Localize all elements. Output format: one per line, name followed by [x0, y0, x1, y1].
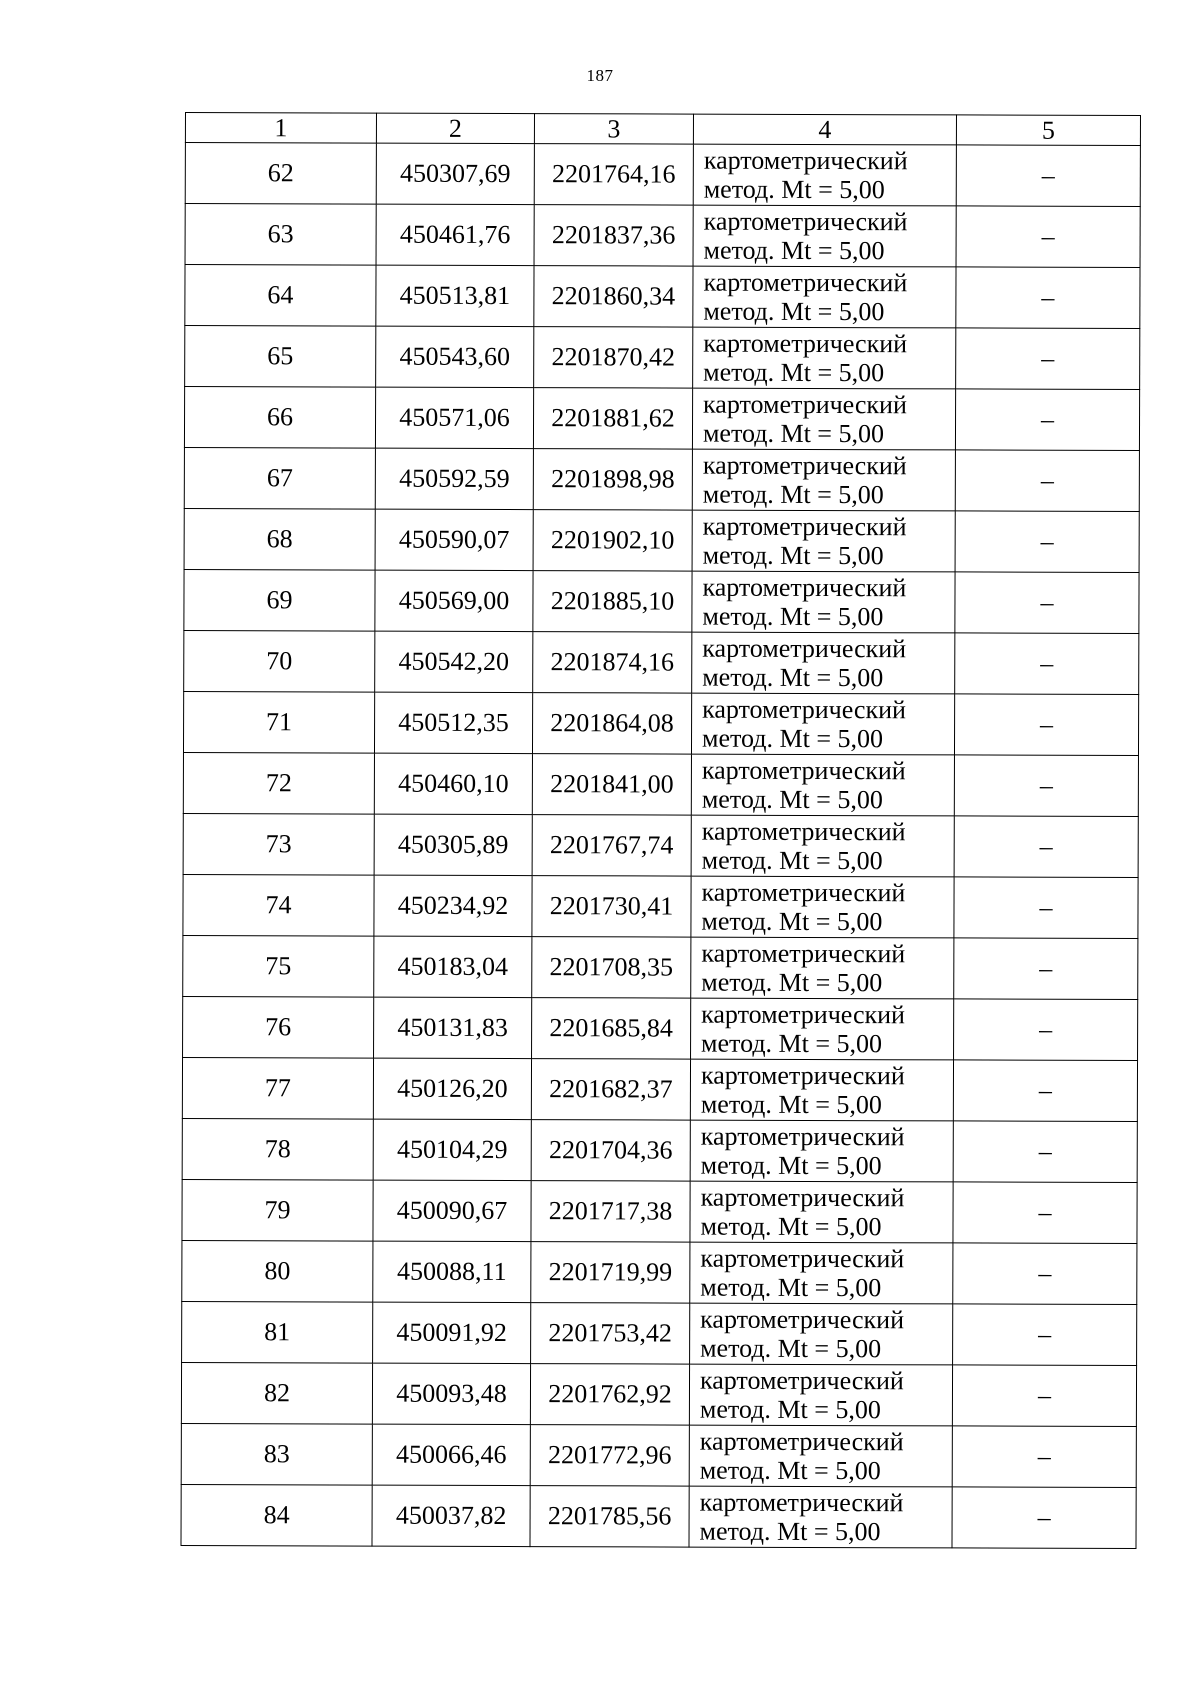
method-line-2: метод. Mt = 5,00 — [701, 723, 884, 754]
method-cell — [689, 1425, 952, 1487]
point-number-cell: 71 — [183, 691, 374, 753]
method-line-2: метод. Mt = 5,00 — [701, 1028, 883, 1059]
method-cell — [689, 1364, 952, 1426]
point-number-cell: 75 — [183, 935, 374, 997]
extra-value-cell: – — [952, 1365, 1136, 1427]
point-number-cell: 80 — [182, 1240, 373, 1302]
column-header-1: 1 — [185, 113, 376, 144]
coordinates-table-wrapper — [180, 112, 1141, 1549]
extra-value-cell: – — [955, 511, 1139, 573]
method-line-1: картометрический — [700, 1060, 905, 1091]
table-row — [183, 691, 1138, 755]
method-line-2: метод. Mt = 5,00 — [703, 235, 885, 266]
method-cell — [692, 571, 955, 633]
extra-value-cell: – — [954, 755, 1138, 817]
extra-value-cell: – — [956, 206, 1140, 268]
y-coordinate-cell: 2201685,84 — [532, 998, 691, 1059]
point-number-cell: 69 — [184, 569, 375, 631]
method-line-1: картометрический — [700, 1243, 905, 1274]
y-coordinate-cell: 2201767,74 — [532, 815, 691, 876]
point-number-cell: 73 — [183, 813, 374, 875]
method-line-1: картометрический — [703, 145, 908, 176]
method-line-1: картометрический — [701, 755, 906, 786]
method-line-1: картометрический — [703, 328, 908, 359]
page-number: 187 — [586, 66, 614, 85]
method-line-1: картометрический — [702, 633, 907, 664]
method-line-2: метод. Mt = 5,00 — [700, 1272, 882, 1303]
extra-value-cell: – — [955, 389, 1139, 451]
x-coordinate-cell: 450088,11 — [373, 1241, 531, 1302]
method-cell — [692, 632, 955, 694]
table-row — [183, 935, 1138, 999]
table-row — [185, 265, 1140, 329]
extra-value-cell: – — [954, 816, 1138, 878]
method-cell — [692, 510, 955, 572]
y-coordinate-cell: 2201764,16 — [534, 144, 693, 205]
method-cell — [690, 1059, 953, 1121]
method-line-2: метод. Mt = 5,00 — [701, 906, 883, 937]
x-coordinate-cell: 450512,35 — [374, 692, 532, 753]
x-coordinate-cell: 450542,20 — [375, 631, 533, 692]
column-header-2: 2 — [376, 113, 534, 143]
point-number-cell: 81 — [182, 1301, 373, 1363]
extra-value-cell: – — [954, 694, 1138, 756]
y-coordinate-cell: 2201730,41 — [532, 876, 691, 937]
method-cell — [690, 1303, 953, 1365]
table-row — [183, 813, 1138, 877]
y-coordinate-cell: 2201841,00 — [532, 754, 691, 815]
method-line-2: метод. Mt = 5,00 — [702, 662, 884, 693]
table-row — [183, 752, 1138, 816]
point-number-cell: 78 — [182, 1118, 373, 1180]
x-coordinate-cell: 450183,04 — [374, 936, 532, 997]
point-number-cell: 62 — [185, 143, 376, 205]
point-number-cell: 74 — [183, 874, 374, 936]
extra-value-cell: – — [954, 999, 1138, 1061]
method-cell — [692, 449, 955, 511]
point-number-cell: 65 — [185, 326, 376, 388]
point-number-cell: 70 — [184, 630, 375, 692]
point-number-cell: 64 — [185, 265, 376, 327]
point-number-cell: 63 — [185, 204, 376, 266]
method-line-1: картометрический — [703, 389, 907, 420]
x-coordinate-cell: 450037,82 — [372, 1485, 530, 1546]
method-line-1: картометрический — [703, 206, 908, 237]
method-cell — [690, 1120, 953, 1182]
y-coordinate-cell: 2201898,98 — [533, 449, 692, 510]
x-coordinate-cell: 450461,76 — [376, 204, 534, 265]
column-header-4: 4 — [693, 114, 956, 145]
method-cell — [691, 693, 954, 755]
point-number-cell: 83 — [181, 1423, 372, 1485]
method-cell — [691, 937, 954, 999]
x-coordinate-cell: 450131,83 — [374, 997, 532, 1058]
y-coordinate-cell: 2201837,36 — [534, 205, 693, 266]
column-header-5: 5 — [956, 115, 1140, 146]
extra-value-cell: – — [955, 572, 1139, 634]
extra-value-cell: – — [952, 1487, 1136, 1549]
method-line-2: метод. Mt = 5,00 — [700, 1089, 882, 1120]
y-coordinate-cell: 2201874,16 — [533, 632, 692, 693]
method-line-1: картометрический — [700, 1182, 905, 1213]
table-row — [181, 1484, 1136, 1548]
method-cell — [691, 876, 954, 938]
x-coordinate-cell: 450091,92 — [373, 1302, 531, 1363]
table-row — [185, 204, 1140, 268]
extra-value-cell: – — [952, 1426, 1136, 1488]
method-line-2: метод. Mt = 5,00 — [700, 1333, 882, 1364]
method-line-2: метод. Mt = 5,00 — [702, 479, 884, 510]
y-coordinate-cell: 2201708,35 — [532, 937, 691, 998]
method-cell — [690, 1242, 953, 1304]
y-coordinate-cell: 2201902,10 — [533, 510, 692, 571]
table-row — [182, 1179, 1137, 1243]
extra-value-cell: – — [953, 1243, 1137, 1305]
method-line-2: метод. Mt = 5,00 — [699, 1516, 881, 1547]
table-row — [184, 387, 1139, 451]
point-number-cell: 82 — [181, 1362, 372, 1424]
table-row — [184, 508, 1139, 572]
method-line-1: картометрический — [700, 1304, 905, 1335]
extra-value-cell: – — [956, 328, 1140, 390]
point-number-cell: 68 — [184, 508, 375, 570]
method-cell — [691, 998, 954, 1060]
x-coordinate-cell: 450066,46 — [372, 1424, 530, 1485]
method-line-2: метод. Mt = 5,00 — [702, 540, 884, 571]
table-row — [182, 1301, 1137, 1365]
method-line-2: метод. Mt = 5,00 — [699, 1455, 881, 1486]
method-line-1: картометрический — [702, 694, 906, 725]
method-cell — [691, 815, 954, 877]
y-coordinate-cell: 2201864,08 — [532, 693, 691, 754]
point-number-cell: 67 — [184, 447, 375, 509]
method-line-2: метод. Mt = 5,00 — [702, 601, 884, 632]
method-cell — [691, 754, 954, 816]
point-number-cell: 66 — [184, 387, 375, 449]
method-line-2: метод. Mt = 5,00 — [703, 174, 885, 205]
method-line-2: метод. Mt = 5,00 — [700, 1150, 882, 1181]
method-cell — [693, 144, 956, 206]
point-number-cell: 76 — [183, 996, 374, 1058]
method-line-1: картометрический — [699, 1426, 904, 1457]
extra-value-cell: – — [953, 1121, 1137, 1183]
method-cell — [692, 388, 955, 450]
y-coordinate-cell: 2201772,96 — [530, 1425, 689, 1486]
method-line-2: метод. Mt = 5,00 — [701, 845, 883, 876]
x-coordinate-cell: 450234,92 — [374, 875, 532, 936]
x-coordinate-cell: 450090,67 — [373, 1180, 531, 1241]
table-row — [183, 874, 1138, 938]
method-line-1: картометрический — [699, 1487, 904, 1518]
method-cell — [693, 205, 956, 267]
point-number-cell: 84 — [181, 1484, 372, 1546]
column-header-3: 3 — [534, 114, 693, 144]
extra-value-cell: – — [954, 938, 1138, 1000]
method-line-2: метод. Mt = 5,00 — [701, 784, 883, 815]
y-coordinate-cell: 2201881,62 — [533, 388, 692, 449]
extra-value-cell: – — [956, 267, 1140, 329]
x-coordinate-cell: 450592,59 — [375, 448, 533, 509]
extra-value-cell: – — [954, 877, 1138, 939]
x-coordinate-cell: 450460,10 — [374, 753, 532, 814]
coordinates-table — [180, 112, 1141, 1549]
x-coordinate-cell: 450126,20 — [373, 1058, 531, 1119]
x-coordinate-cell: 450543,60 — [376, 326, 534, 387]
method-line-1: картометрический — [702, 511, 907, 542]
table-row — [183, 996, 1138, 1060]
method-line-1: картометрический — [701, 999, 906, 1030]
method-cell — [693, 266, 956, 328]
point-number-cell: 77 — [182, 1057, 373, 1119]
method-line-2: метод. Mt = 5,00 — [700, 1211, 882, 1242]
method-line-1: картометрический — [702, 572, 907, 603]
table-header — [185, 113, 1140, 146]
table-row — [181, 1423, 1136, 1487]
table-row — [184, 630, 1139, 694]
y-coordinate-cell: 2201682,37 — [531, 1059, 690, 1120]
y-coordinate-cell: 2201785,56 — [530, 1486, 689, 1547]
x-coordinate-cell: 450104,29 — [373, 1119, 531, 1180]
method-cell — [689, 1486, 952, 1548]
extra-value-cell: – — [953, 1060, 1137, 1122]
point-number-cell: 79 — [182, 1179, 373, 1241]
y-coordinate-cell: 2201762,92 — [530, 1364, 689, 1425]
extra-value-cell: – — [953, 1304, 1137, 1366]
x-coordinate-cell: 450307,69 — [376, 143, 534, 204]
table-row — [184, 447, 1139, 511]
method-line-2: метод. Mt = 5,00 — [703, 357, 885, 388]
method-line-2: метод. Mt = 5,00 — [703, 296, 885, 327]
x-coordinate-cell: 450569,00 — [375, 570, 533, 631]
table-row — [182, 1240, 1137, 1304]
extra-value-cell: – — [956, 145, 1140, 207]
point-number-cell: 72 — [183, 752, 374, 814]
y-coordinate-cell: 2201753,42 — [531, 1303, 690, 1364]
method-line-1: картометрический — [699, 1365, 904, 1396]
x-coordinate-cell: 450093,48 — [372, 1363, 530, 1424]
method-line-2: метод. Mt = 5,00 — [699, 1394, 881, 1425]
method-cell — [693, 327, 956, 389]
y-coordinate-cell: 2201885,10 — [533, 571, 692, 632]
method-cell — [690, 1181, 953, 1243]
x-coordinate-cell: 450590,07 — [375, 509, 533, 570]
x-coordinate-cell: 450513,81 — [376, 265, 534, 326]
y-coordinate-cell: 2201704,36 — [531, 1120, 690, 1181]
x-coordinate-cell: 450571,06 — [375, 387, 533, 448]
y-coordinate-cell: 2201719,99 — [531, 1242, 690, 1303]
method-line-1: картометрический — [703, 267, 908, 298]
method-line-1: картометрический — [701, 816, 906, 847]
method-line-1: картометрический — [702, 450, 907, 481]
extra-value-cell: – — [953, 1182, 1137, 1244]
table-row — [182, 1057, 1137, 1121]
table-row — [185, 326, 1140, 390]
method-line-1: картометрический — [700, 1121, 905, 1152]
table-row — [185, 143, 1140, 207]
table-header-row — [185, 113, 1140, 146]
method-line-2: метод. Mt = 5,00 — [701, 967, 883, 998]
table-row — [184, 569, 1139, 633]
table-row — [182, 1118, 1137, 1182]
extra-value-cell: – — [955, 450, 1139, 512]
extra-value-cell: – — [955, 633, 1139, 695]
table-body — [181, 143, 1140, 1549]
y-coordinate-cell: 2201870,42 — [534, 327, 693, 388]
y-coordinate-cell: 2201717,38 — [531, 1181, 690, 1242]
method-line-1: картометрический — [701, 877, 906, 908]
y-coordinate-cell: 2201860,34 — [534, 266, 693, 327]
x-coordinate-cell: 450305,89 — [374, 814, 532, 875]
table-row — [181, 1362, 1136, 1426]
method-line-1: картометрический — [701, 938, 906, 969]
method-line-2: метод. Mt = 5,00 — [702, 418, 885, 449]
